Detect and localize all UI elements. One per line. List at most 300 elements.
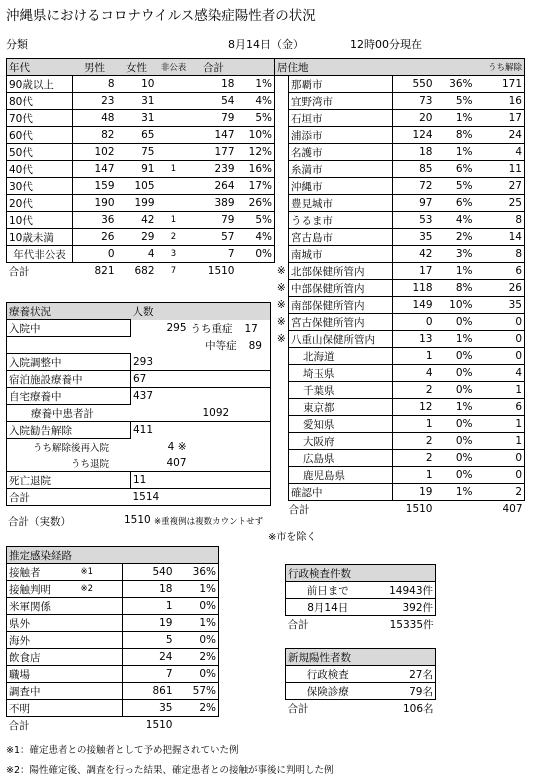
residence-mark	[275, 484, 289, 501]
route-note-mark	[79, 649, 123, 666]
residence-count: 1	[393, 416, 435, 433]
table-row	[275, 365, 525, 382]
table-row	[275, 178, 525, 195]
table-row	[7, 700, 219, 717]
residence-released: 0	[475, 467, 525, 484]
residence-pct: 0%	[435, 416, 475, 433]
age-cell: 2	[157, 229, 191, 246]
residence-pct: 1%	[435, 144, 475, 161]
residence-name: 沖縄市	[289, 178, 393, 195]
residence-count: 20	[393, 110, 435, 127]
residence-count: 53	[393, 212, 435, 229]
residence-col-header	[435, 59, 475, 76]
residence-released: 2	[475, 484, 525, 501]
report-time: 12時00分現在	[350, 38, 422, 51]
residence-name: 八重山保健所管内	[289, 331, 393, 348]
route-header: 推定感染経路	[7, 547, 219, 564]
care-actual-value: 1510	[124, 514, 151, 526]
residence-mark	[275, 467, 289, 484]
residence-count: 18	[393, 144, 435, 161]
residence-released: 14	[475, 229, 525, 246]
age-total-cell: 682	[134, 265, 155, 277]
residence-pct: 0%	[435, 450, 475, 467]
age-cell: 0	[73, 246, 117, 263]
age-cell: 75	[117, 144, 157, 161]
residence-count: 73	[393, 93, 435, 110]
tests-header-row	[286, 565, 436, 582]
residence-mark	[275, 246, 289, 263]
table-row	[275, 246, 525, 263]
residence-released: 6	[475, 399, 525, 416]
residence-mark	[275, 348, 289, 365]
residence-pct: 0%	[435, 314, 475, 331]
route-pct: 0%	[175, 598, 219, 615]
age-cell: 91	[117, 161, 157, 178]
age-cell: 10	[117, 76, 157, 93]
route-pct: 36%	[175, 564, 219, 581]
age-cell: 5%	[237, 212, 275, 229]
table-row	[7, 144, 275, 161]
residence-mark	[275, 110, 289, 127]
age-cell: 年代非公表	[7, 246, 73, 263]
age-col-header: 非公表	[157, 59, 191, 76]
table-row	[275, 450, 525, 467]
table-row	[275, 280, 525, 297]
route-count: 7	[123, 666, 175, 683]
age-table	[6, 58, 275, 279]
age-cell: 18	[191, 76, 237, 93]
residence-mark: ※	[276, 333, 286, 345]
residence-name: 名護市	[289, 144, 393, 161]
tests-total-row	[286, 616, 436, 633]
age-cell: 1	[157, 161, 191, 178]
route-header-row	[7, 547, 219, 564]
table-row	[7, 581, 219, 598]
residence-pct: 5%	[435, 178, 475, 195]
age-cell: 7	[191, 246, 237, 263]
route-pct: 1%	[175, 615, 219, 632]
new_pos-total-row	[286, 700, 436, 717]
route-total-row	[7, 717, 219, 734]
residence-name: 宮古保健所管内	[289, 314, 393, 331]
age-cell: 8	[73, 76, 117, 93]
age-cell: 54	[191, 93, 237, 110]
age-cell: 5%	[237, 110, 275, 127]
age-cell: 16%	[237, 161, 275, 178]
residence-name: うるま市	[289, 212, 393, 229]
table-row	[275, 195, 525, 212]
care-sum-label: 合計	[7, 489, 131, 506]
residence-released: 4	[475, 365, 525, 382]
table-row	[275, 399, 525, 416]
residence-count: 17	[393, 263, 435, 280]
residence-count: 12	[393, 399, 435, 416]
table-row	[275, 314, 525, 331]
new_pos-value: 27名	[370, 666, 436, 683]
table-row	[7, 178, 275, 195]
age-cell: 239	[191, 161, 237, 178]
table-row	[7, 229, 275, 246]
residence-pct: 6%	[435, 161, 475, 178]
care-lodging-value: 67	[131, 371, 189, 388]
age-cell: 4%	[237, 229, 275, 246]
table-row	[275, 331, 525, 348]
residence-released: 27	[475, 178, 525, 195]
residence-name: 埼玉県	[289, 365, 393, 382]
route-pct: 2%	[175, 700, 219, 717]
care-actual-note: ※重複例は複数カウントせず	[154, 517, 264, 527]
age-cell: 4%	[237, 93, 275, 110]
residence-mark	[275, 212, 289, 229]
route-label: 飲食店	[7, 649, 79, 666]
age-cell	[157, 144, 191, 161]
age-cell	[157, 127, 191, 144]
age-col-header: 年代	[7, 59, 73, 76]
residence-name: 宮古島市	[289, 229, 393, 246]
age-cell: 10%	[237, 127, 275, 144]
route-count: 5	[123, 632, 175, 649]
residence-mark	[275, 399, 289, 416]
residence-mark	[275, 161, 289, 178]
table-row	[275, 93, 525, 110]
residence-total-row	[275, 501, 525, 518]
table-row	[275, 348, 525, 365]
age-cell	[157, 110, 191, 127]
age-cell: 12%	[237, 144, 275, 161]
route-pct: 1%	[175, 581, 219, 598]
new_pos-label: 保険診療	[286, 683, 370, 700]
residence-pct: 36%	[435, 76, 475, 93]
route-note-mark	[79, 615, 123, 632]
care-inpatient-value: 295	[166, 322, 187, 334]
residence-mark: ※	[276, 265, 286, 277]
age-cell: 147	[191, 127, 237, 144]
table-row	[275, 467, 525, 484]
age-cell: 10歳未満	[7, 229, 73, 246]
residence-name: 広島県	[289, 450, 393, 467]
table-row	[7, 127, 275, 144]
residence-released: 8	[475, 212, 525, 229]
age-cell: 65	[117, 127, 157, 144]
residence-col-header	[393, 59, 435, 76]
new_pos-header-row	[286, 649, 436, 666]
route-count: 18	[123, 581, 175, 598]
table-row	[286, 599, 436, 616]
age-cell: 36	[73, 212, 117, 229]
route-label: 調査中	[7, 683, 79, 700]
residence-pct: 1%	[435, 484, 475, 501]
residence-released: 0	[475, 450, 525, 467]
residence-table	[274, 58, 525, 517]
residence-total-label: 合計	[288, 503, 310, 516]
route-label: 接触者	[7, 564, 79, 581]
residence-mark	[275, 127, 289, 144]
table-row	[286, 666, 436, 683]
age-cell	[157, 178, 191, 195]
residence-pct: 6%	[435, 195, 475, 212]
residence-name: 中部保健所管内	[289, 280, 393, 297]
residence-pct: 1%	[435, 399, 475, 416]
route-note-mark: ※1	[79, 564, 123, 581]
age-cell: 3	[157, 246, 191, 263]
moderate-value: 89	[248, 339, 262, 352]
tests-label: 前日まで	[286, 582, 370, 599]
residence-pct: 8%	[435, 127, 475, 144]
table-row	[7, 212, 275, 229]
table-row	[7, 598, 219, 615]
residence-mark	[275, 144, 289, 161]
residence-count: 72	[393, 178, 435, 195]
route-table	[6, 546, 219, 733]
residence-count: 2	[393, 382, 435, 399]
table-row	[7, 564, 219, 581]
route-label: 県外	[7, 615, 79, 632]
table-row	[286, 683, 436, 700]
residence-count: 2	[393, 450, 435, 467]
age-header-row	[7, 59, 275, 76]
new_pos-total-label: 合計	[287, 702, 309, 715]
table-row	[275, 110, 525, 127]
care-released-value: 411	[131, 422, 189, 439]
residence-pct: 0%	[435, 365, 475, 382]
table-row	[7, 649, 219, 666]
residence-released: 0	[475, 348, 525, 365]
age-cell: 90歳以上	[7, 76, 73, 93]
residence-name: 豊見城市	[289, 195, 393, 212]
age-cell: 26%	[237, 195, 275, 212]
residence-released: 4	[475, 144, 525, 161]
footnote-2: ※2：陽性確定後、調査を行った結果、確定患者との接触が事後に判明した例	[6, 765, 334, 776]
residence-total-released: 407	[502, 503, 523, 515]
table-row	[275, 416, 525, 433]
care-adjusting-value: 293	[131, 354, 189, 371]
residence-released: 0	[475, 314, 525, 331]
residence-name: 宜野湾市	[289, 93, 393, 110]
table-row	[7, 683, 219, 700]
severe-value: 17	[244, 322, 258, 335]
age-cell: 50代	[7, 144, 73, 161]
moderate-label: 中等症	[205, 339, 237, 352]
age-total-cell: 821	[94, 265, 115, 277]
residence-name: 北海道	[289, 348, 393, 365]
route-label: 海外	[7, 632, 79, 649]
spacer	[79, 717, 123, 734]
category-label: 分類	[6, 38, 28, 51]
table-row	[7, 666, 219, 683]
residence-total-count: 1510	[405, 503, 433, 515]
route-note-mark	[79, 598, 123, 615]
residence-released: 1	[475, 416, 525, 433]
residence-pct: 5%	[435, 93, 475, 110]
released-header: うち解除	[475, 59, 525, 76]
residence-released: 0	[475, 331, 525, 348]
residence-note: ※市を除く	[268, 532, 317, 543]
residence-released: 11	[475, 161, 525, 178]
residence-count: 85	[393, 161, 435, 178]
age-total-cell	[237, 263, 275, 280]
footnote-1: ※1：確定患者との接触者として予め把握されていた例	[6, 745, 239, 756]
residence-released: 24	[475, 127, 525, 144]
residence-count: 19	[393, 484, 435, 501]
residence-mark	[275, 365, 289, 382]
residence-name: 南城市	[289, 246, 393, 263]
tests-total-value: 15335件	[389, 618, 434, 631]
residence-mark	[275, 450, 289, 467]
table-row	[275, 144, 525, 161]
age-cell: 190	[73, 195, 117, 212]
new-positives-table	[285, 648, 436, 716]
residence-count: 124	[393, 127, 435, 144]
age-cell: 42	[117, 212, 157, 229]
age-cell: 10代	[7, 212, 73, 229]
care-count-header: 人数	[131, 303, 189, 320]
residence-count: 4	[393, 365, 435, 382]
age-cell: 31	[117, 110, 157, 127]
care-actual-label: 合計（実数）	[8, 516, 71, 528]
route-count: 861	[123, 683, 175, 700]
table-row	[7, 161, 275, 178]
new_pos-total-value: 106名	[402, 702, 434, 715]
residence-count: 35	[393, 229, 435, 246]
age-cell	[157, 93, 191, 110]
age-total-cell: 1510	[207, 265, 235, 277]
age-cell: 177	[191, 144, 237, 161]
table-row	[275, 212, 525, 229]
residence-count: 550	[393, 76, 435, 93]
route-label: 職場	[7, 666, 79, 683]
age-col-header: 女性	[117, 59, 157, 76]
residence-mark	[275, 382, 289, 399]
care-table	[6, 302, 271, 506]
residence-released: 1	[475, 382, 525, 399]
spacer	[175, 717, 219, 734]
care-discharged-value: 407	[166, 457, 187, 469]
residence-mark	[275, 178, 289, 195]
care-readmit-value: 4 ※	[167, 440, 187, 453]
age-cell: 29	[117, 229, 157, 246]
care-home-label: 自宅療養中	[7, 388, 131, 405]
residence-name: 南部保健所管内	[289, 297, 393, 314]
age-col-header	[237, 59, 275, 76]
age-cell: 31	[117, 93, 157, 110]
residence-pct: 2%	[435, 229, 475, 246]
spacer	[435, 501, 475, 518]
age-cell: 199	[117, 195, 157, 212]
residence-count: 13	[393, 331, 435, 348]
residence-name: 東京都	[289, 399, 393, 416]
residence-mark	[275, 93, 289, 110]
tests-total-label: 合計	[287, 618, 309, 631]
age-cell	[157, 76, 191, 93]
residence-name: 愛知県	[289, 416, 393, 433]
table-row	[7, 615, 219, 632]
age-cell: 0%	[237, 246, 275, 263]
new_pos-title: 新規陽性者数	[286, 649, 436, 666]
route-count: 19	[123, 615, 175, 632]
age-col-header: 男性	[73, 59, 117, 76]
residence-count: 149	[393, 297, 435, 314]
care-dead-label: 死亡退院	[7, 472, 131, 489]
route-count: 1	[123, 598, 175, 615]
residence-count: 97	[393, 195, 435, 212]
age-cell: 40代	[7, 161, 73, 178]
care-dead-value: 11	[131, 472, 189, 489]
table-row	[7, 76, 275, 93]
residence-pct: 1%	[435, 110, 475, 127]
residence-pct: 1%	[435, 331, 475, 348]
table-row	[275, 433, 525, 450]
care-discharged-label: うち退院	[7, 455, 131, 472]
route-total-label: 合計	[8, 719, 30, 732]
residence-name: 確認中	[289, 484, 393, 501]
care-total-value: 1092	[189, 405, 271, 422]
table-row	[275, 297, 525, 314]
route-label: 米軍関係	[7, 598, 79, 615]
age-cell	[157, 195, 191, 212]
table-row	[275, 263, 525, 280]
tests-table	[285, 564, 436, 632]
route-count: 540	[123, 564, 175, 581]
table-row	[275, 484, 525, 501]
table-row	[275, 76, 525, 93]
page-title: 沖縄県におけるコロナウイルス感染症陽性者の状況	[6, 8, 316, 24]
residence-mark	[275, 433, 289, 450]
age-cell: 79	[191, 110, 237, 127]
residence-pct: 8%	[435, 280, 475, 297]
residence-released: 35	[475, 297, 525, 314]
route-count: 35	[123, 700, 175, 717]
care-total-label: 療養中患者計	[7, 405, 131, 422]
route-label: 接触判明	[7, 581, 79, 598]
age-cell: 26	[73, 229, 117, 246]
new_pos-label: 行政検査	[286, 666, 370, 683]
age-cell: 48	[73, 110, 117, 127]
residence-released: 26	[475, 280, 525, 297]
age-cell: 17%	[237, 178, 275, 195]
residence-mark: ※	[276, 299, 286, 311]
table-row	[7, 110, 275, 127]
table-row	[7, 93, 275, 110]
table-row	[7, 632, 219, 649]
residence-name: 大阪府	[289, 433, 393, 450]
care-adjusting-label: 入院調整中	[7, 354, 131, 371]
route-note-mark	[79, 632, 123, 649]
age-cell: 1%	[237, 76, 275, 93]
residence-pct: 0%	[435, 433, 475, 450]
residence-released: 8	[475, 246, 525, 263]
age-cell: 264	[191, 178, 237, 195]
care-lodging-label: 宿泊施設療養中	[7, 371, 131, 388]
residence-header: 居住地	[275, 59, 393, 76]
report-date: 8月14日（金）	[228, 38, 304, 51]
route-pct: 2%	[175, 649, 219, 666]
residence-count: 2	[393, 433, 435, 450]
tests-value: 392件	[370, 599, 436, 616]
age-cell: 147	[73, 161, 117, 178]
age-total-cell: 合計	[8, 265, 30, 278]
age-cell: 389	[191, 195, 237, 212]
residence-name: 那覇市	[289, 76, 393, 93]
residence-pct: 1%	[435, 263, 475, 280]
table-row	[275, 382, 525, 399]
age-cell: 57	[191, 229, 237, 246]
residence-mark	[275, 416, 289, 433]
table-row	[286, 582, 436, 599]
residence-released: 25	[475, 195, 525, 212]
residence-released: 171	[475, 76, 525, 93]
age-cell: 82	[73, 127, 117, 144]
residence-mark: ※	[276, 316, 286, 328]
